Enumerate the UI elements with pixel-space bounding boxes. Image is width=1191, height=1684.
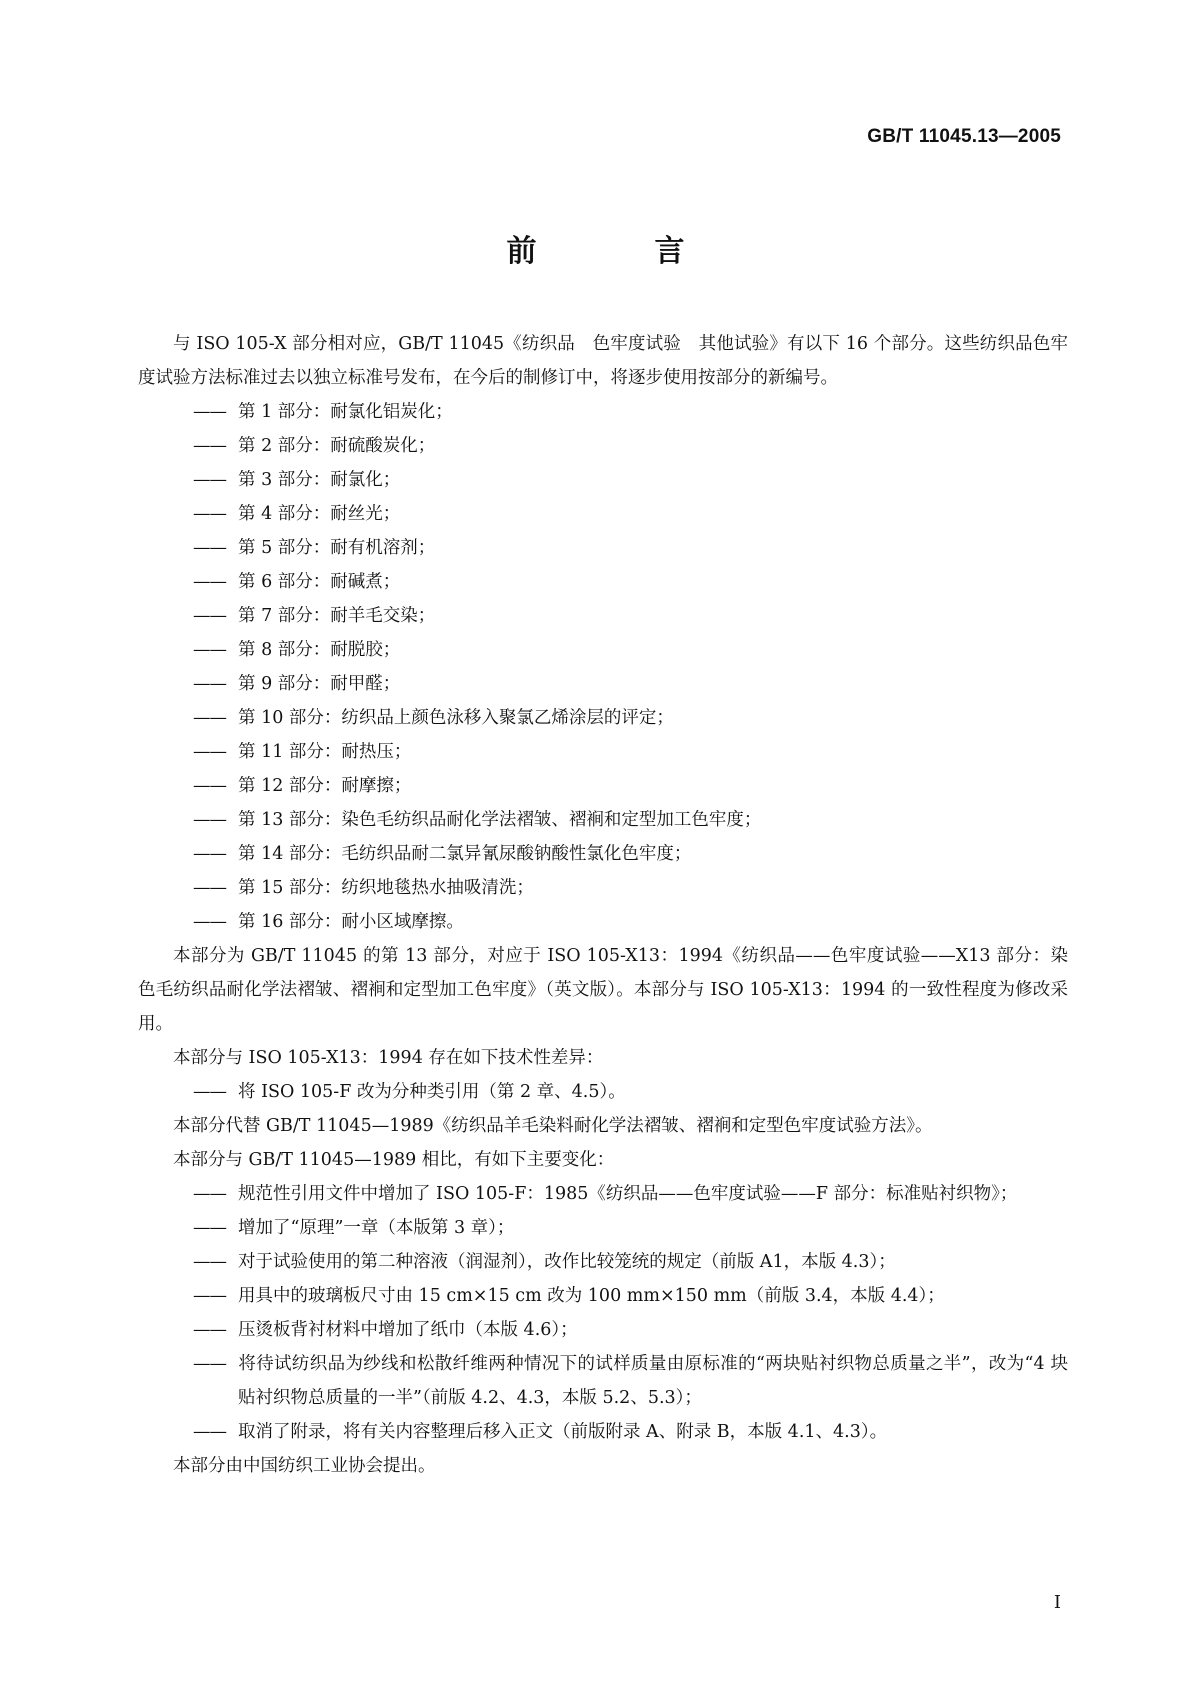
list-item-text: 第 1 部分：耐氯化铝炭化； — [238, 402, 453, 422]
dash-marker: —— — [193, 912, 226, 932]
list-item-text: 第 14 部分：毛纺织品耐二氯异氰尿酸钠酸性氯化色牢度； — [238, 844, 692, 864]
proposer-paragraph: 本部分由中国纺织工业协会提出。 — [173, 1456, 436, 1476]
list-item — [138, 497, 1068, 531]
list-item — [138, 1279, 1068, 1313]
dash-marker: —— — [193, 640, 226, 660]
list-item — [138, 837, 1068, 871]
list-item — [138, 1415, 1068, 1449]
list-item-text: 用具中的玻璃板尺寸由 15 cm×15 cm 改为 100 mm×150 mm（前版 3.4，本版 4.4）； — [238, 1286, 945, 1306]
list-item-text: 第 3 部分：耐氯化； — [238, 470, 401, 490]
page-title: 前 言 — [506, 234, 729, 269]
list-item-text: 对于试验使用的第二种溶液（润湿剂），改作比较笼统的规定（前版 A1，本版 4.3）； — [238, 1252, 896, 1272]
list-item-text: 第 2 部分：耐硫酸炭化； — [238, 436, 436, 456]
list-item — [138, 429, 1068, 463]
list-item-text: 压烫板背衬材料中增加了纸巾（本版 4.6）； — [238, 1320, 578, 1340]
list-item — [138, 565, 1068, 599]
list-item-text: 第 4 部分：耐丝光； — [238, 504, 401, 524]
dash-marker: —— — [193, 402, 226, 422]
list-item — [138, 1211, 1068, 1245]
list-item-text: 第 12 部分：耐摩擦； — [238, 776, 412, 796]
list-item-text: 将 ISO 105-F 改为分种类引用（第 2 章、4.5）。 — [238, 1082, 626, 1102]
list-item — [138, 1245, 1068, 1279]
list-item — [138, 531, 1068, 565]
list-item-text: 第 8 部分：耐脱胶； — [238, 640, 401, 660]
page-number: I — [1053, 1592, 1061, 1613]
list-item-text: 第 7 部分：耐羊毛交染； — [238, 606, 436, 626]
list-item — [138, 871, 1068, 905]
dash-marker: —— — [193, 742, 226, 762]
list-item — [138, 667, 1068, 701]
dash-marker: —— — [193, 674, 226, 694]
dash-marker: —— — [193, 776, 226, 796]
list-item — [138, 395, 1068, 429]
dash-marker: —— — [193, 1218, 226, 1238]
list-item-text: 第 9 部分：耐甲醛； — [238, 674, 401, 694]
list-item — [138, 1347, 1068, 1415]
dash-marker: —— — [193, 470, 226, 490]
dash-marker: —— — [193, 844, 226, 864]
standard-number: GB/T 11045.13—2005 — [867, 126, 1061, 147]
dash-marker: —— — [193, 1184, 226, 1204]
dash-marker: —— — [193, 708, 226, 728]
changes-intro: 本部分与 GB/T 11045—1989 相比，有如下主要变化： — [173, 1150, 615, 1170]
dash-marker: —— — [193, 1252, 226, 1272]
list-item-text: 增加了“原理”一章（本版第 3 章）； — [238, 1218, 515, 1238]
list-item — [138, 599, 1068, 633]
changes-list — [138, 1177, 1068, 1449]
list-item-text: 规范性引用文件中增加了 ISO 105-F：1985《纺织品——色牢度试验——F 部分：标准贴衬织物》； — [238, 1184, 1018, 1204]
dash-marker: —— — [193, 504, 226, 524]
list-item-text: 将待试纺织品为纱线和松散纤维两种情况下的试样质量由原标准的“两块贴衬织物总质量之半”，改为“4 块贴衬织物总质量的一半”（前版 4.2、4.3，本版 5.2、5.3）； — [238, 1354, 1068, 1408]
list-item-text: 第 15 部分：纺织地毯热水抽吸清洗； — [238, 878, 534, 898]
list-item — [138, 803, 1068, 837]
dash-marker: —— — [193, 810, 226, 830]
list-item — [138, 633, 1068, 667]
list-item-text: 第 13 部分：染色毛纺织品耐化学法褶皱、褶裥和定型加工色牢度； — [238, 810, 762, 830]
dash-marker: —— — [193, 878, 226, 898]
dash-marker: —— — [193, 1320, 226, 1340]
list-item-text: 第 11 部分：耐热压； — [238, 742, 412, 762]
dash-marker: —— — [193, 1286, 226, 1306]
list-item — [138, 769, 1068, 803]
dash-marker: —— — [193, 1422, 226, 1442]
intro-paragraph: 与 ISO 105-X 部分相对应，GB/T 11045《纺织品 色牢度试验 其他试验》有以下 16 个部分。这些纺织品色牢度试验方法标准过去以独立标准号发布，在今后的制修订中，将逐步使用按部分的新编号。 — [138, 334, 1068, 388]
list-item-text: 第 16 部分：耐小区域摩擦。 — [238, 912, 464, 932]
differences-intro: 本部分与 ISO 105-X13：1994 存在如下技术性差异： — [173, 1048, 604, 1068]
list-item-text: 取消了附录，将有关内容整理后移入正文（前版附录 A、附录 B，本版 4.1、4.3）。 — [238, 1422, 888, 1442]
list-item — [138, 1313, 1068, 1347]
list-item — [138, 1075, 1068, 1109]
dash-marker: —— — [193, 538, 226, 558]
list-item-text: 第 10 部分：纺织品上颜色泳移入聚氯乙烯涂层的评定； — [238, 708, 674, 728]
list-item — [138, 463, 1068, 497]
dash-marker: —— — [193, 436, 226, 456]
dash-marker: —— — [193, 572, 226, 592]
list-item — [138, 905, 1068, 939]
list-item — [138, 1177, 1068, 1211]
body-text — [138, 327, 1068, 1483]
parts-list — [138, 395, 1068, 939]
dash-marker: —— — [193, 1082, 226, 1102]
list-item-text: 第 6 部分：耐碱煮； — [238, 572, 401, 592]
dash-marker: —— — [193, 606, 226, 626]
dash-marker: —— — [193, 1354, 226, 1374]
replaces-paragraph: 本部分代替 GB/T 11045—1989《纺织品羊毛染料耐化学法褶皱、褶裥和定型色牢度试验方法》。 — [173, 1116, 933, 1136]
list-item — [138, 701, 1068, 735]
correspondence-paragraph: 本部分为 GB/T 11045 的第 13 部分，对应于 ISO 105-X13：1994《纺织品——色牢度试验——X13 部分：染色毛纺织品耐化学法褶皱、褶裥和定型加工色牢度》（英文版）。本部分与 ISO 105-X13：1994 的一致性程度为修改采用。 — [138, 946, 1068, 1034]
list-item-text: 第 5 部分：耐有机溶剂； — [238, 538, 436, 558]
list-item — [138, 735, 1068, 769]
